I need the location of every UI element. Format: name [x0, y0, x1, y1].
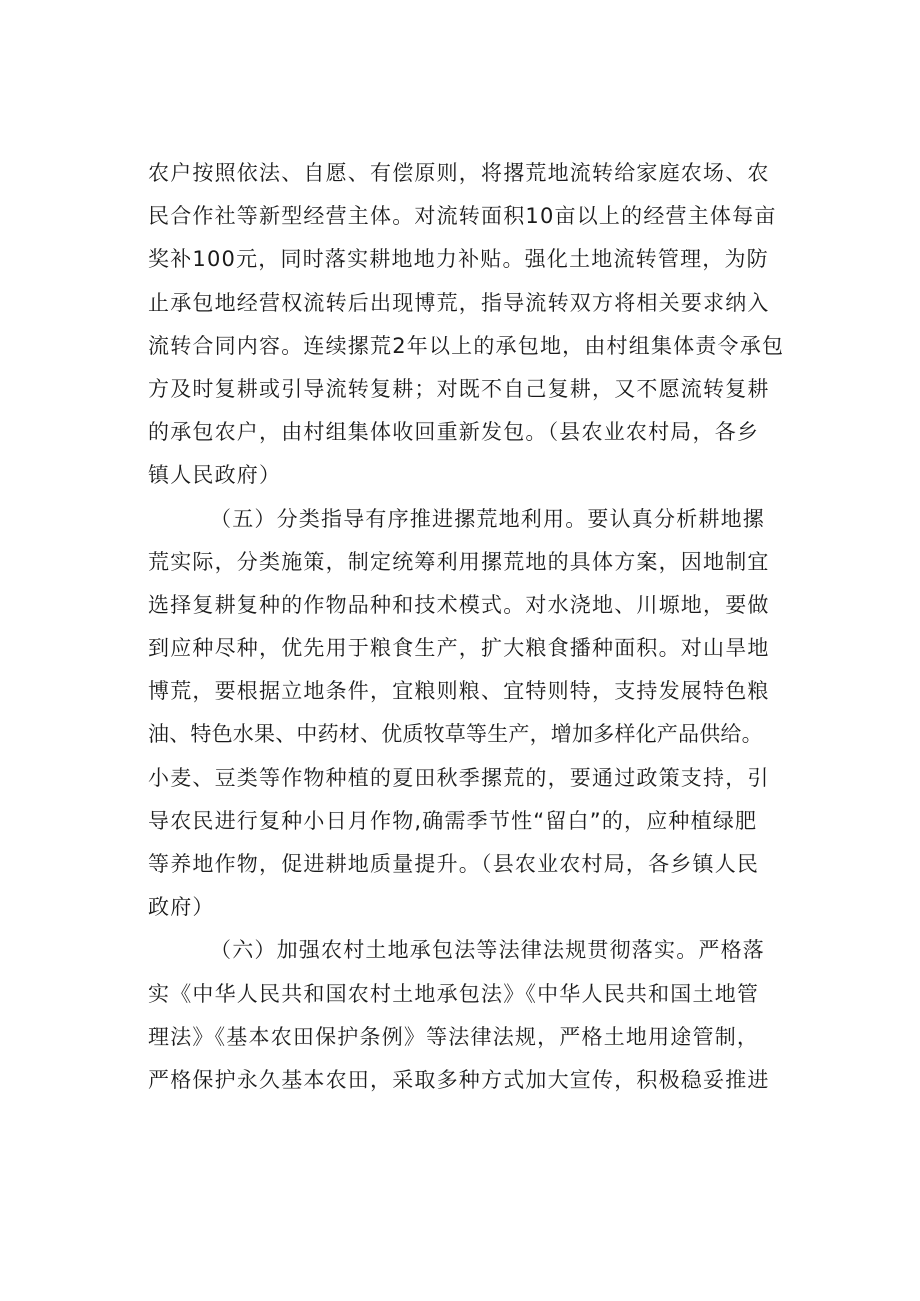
- text-line: 博荒，要根据立地条件，宜粮则粮、宜特则特，支持发展特色粮: [148, 679, 770, 704]
- text-line: 的承包农户，由村组集体收回重新发包。（县农业农村局，各乡: [148, 420, 760, 445]
- text-line: 理法》《基本农田保护条例》等法律法规，严格土地用途管制，: [148, 1024, 760, 1049]
- text-line: 奖补100元，同时落实耕地地力补贴。强化土地流转管理，为防: [148, 247, 769, 272]
- text-line: 导农民进行复种小日月作物,确需季节性“留白”的，应种植绿肥: [148, 808, 758, 833]
- text-line: 实《中华人民共和国农村土地承包法》《中华人民共和国土地管: [148, 981, 760, 1006]
- section-heading-line: （六）加强农村土地承包法等法律法规贯彻落实。严格落: [210, 938, 765, 963]
- document-body: [148, 152, 798, 1102]
- text-line: 油、特色水果、中药材、优质牧草等生产，增加多样化产品供给。: [148, 722, 763, 747]
- text-line: 到应种尽种，优先用于粮食生产，扩大粮食播种面积。对山旱地: [148, 636, 770, 661]
- text-line: 政府）: [148, 895, 215, 920]
- text-line: 严格保护永久基本农田，采取多种方式加大宣传，积极稳妥推进: [148, 1067, 770, 1092]
- text-line: 荒实际，分类施策，制定统筹利用摞荒地的具体方案，因地制宜: [148, 549, 770, 574]
- section-heading-line: （五）分类指导有序推进摞荒地利用。要认真分析耕地摞: [210, 506, 765, 531]
- text-line: 方及时复耕或引导流转复耕；对既不自己复耕，又不愿流转复耕: [148, 376, 770, 401]
- text-line: 农户按照依法、自愿、有偿原则，将撂荒地流转给家庭农场、农: [148, 161, 770, 185]
- text-line: 等养地作物，促进耕地质量提升。（县农业农村局，各乡镇人民: [148, 852, 760, 876]
- text-line: 流转合同内容。连续摞荒2年以上的承包地，由村组集体责令承包: [148, 333, 785, 358]
- text-line: 小麦、豆类等作物种植的夏田秋季摞荒的，要通过政策支持，引: [148, 765, 770, 790]
- text-line: 镇人民政府）: [148, 463, 282, 488]
- text-line: 止承包地经营权流转后出现博荒，指导流转双方将相关要求纳入: [148, 290, 770, 315]
- text-line: 选择复耕复种的作物品种和技术模式。对水浇地、川塬地，要做: [148, 592, 770, 617]
- text-line: 民合作社等新型经营主体。对流转面积10亩以上的经营主体每亩: [148, 204, 777, 229]
